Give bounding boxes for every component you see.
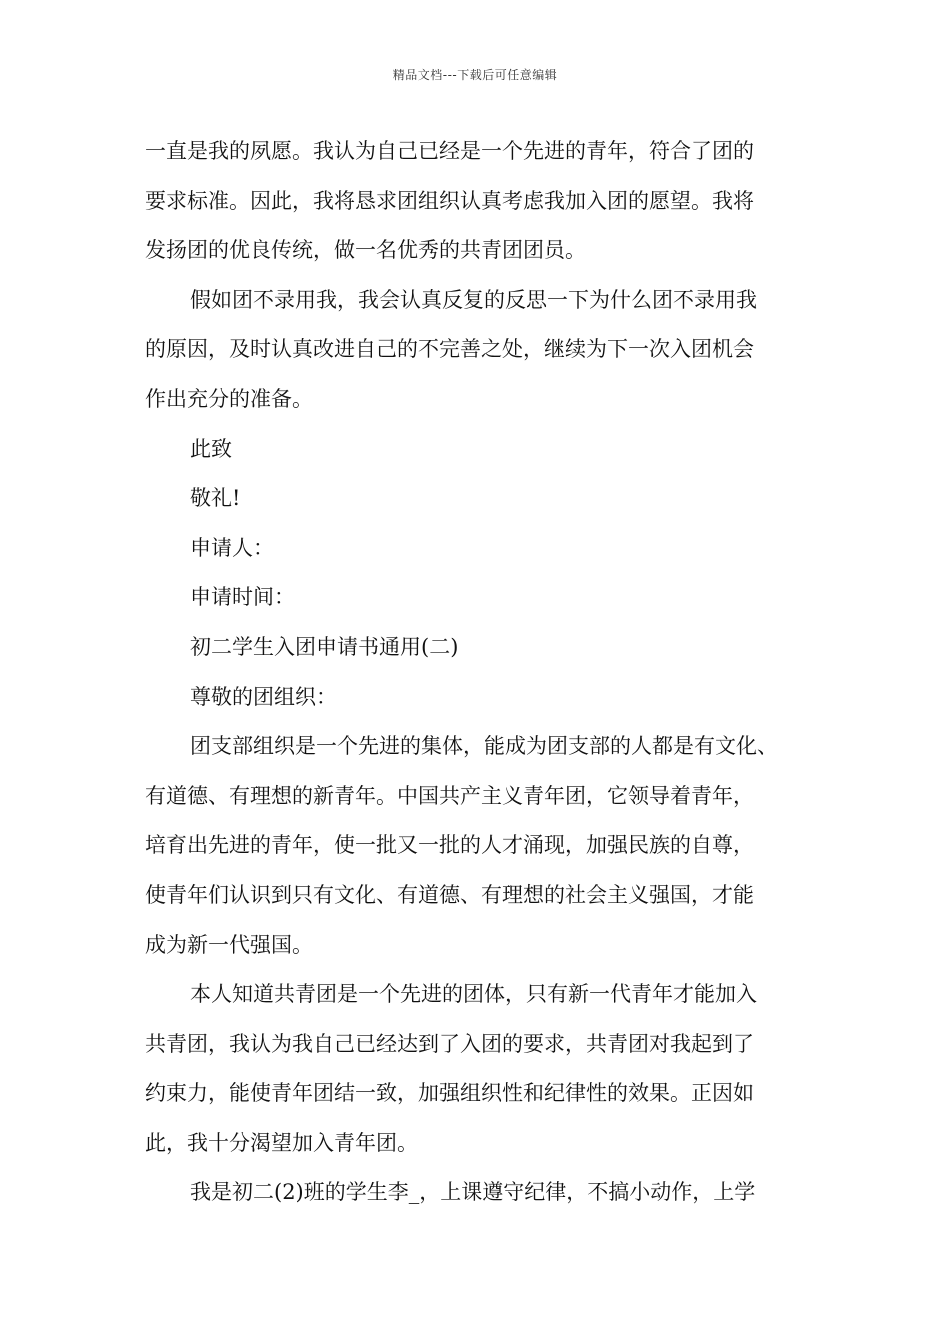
- text-line: 培育出先进的青年，使一批又一批的人才涌现，加强民族的自尊，: [145, 833, 754, 858]
- text-line: 有道德、有理想的新青年。中国共产主义青年团，它领导着青年，: [145, 783, 754, 808]
- text-line: 使青年们认识到只有文化、有道德、有理想的社会主义强国，才能: [145, 882, 754, 907]
- text-line: 此，我十分渴望加入青年团。: [145, 1130, 418, 1155]
- text-line: 共青团，我认为我自己已经达到了入团的要求，共青团对我起到了: [145, 1031, 754, 1056]
- applicant-label: 申请人：: [190, 535, 274, 560]
- application-date-label: 申请时间：: [190, 585, 295, 610]
- text-line: 作出充分的准备。: [145, 386, 313, 411]
- greeting: 尊敬的团组织：: [190, 684, 337, 709]
- paragraph-start-line: 团支部组织是一个先进的集体，能成为团支部的人都是有文化、: [190, 734, 778, 759]
- text-line: 要求标准。因此，我将恳求团组织认真考虑我加入团的愿望。我将: [145, 188, 754, 213]
- text-line: 发扬团的优良传统，做一名优秀的共青团团员。: [145, 238, 586, 263]
- closing-salutation: 此致: [190, 436, 232, 461]
- text-line: 一直是我的夙愿。我认为自己已经是一个先进的青年，符合了团的: [145, 139, 754, 163]
- page-header: 精品文档---下载后可任意编辑: [392, 68, 558, 82]
- text-line: 约束力，能使青年团结一致，加强组织性和纪律性的效果。正因如: [145, 1081, 754, 1106]
- paragraph-start-line: 本人知道共青团是一个先进的团体，只有新一代青年才能加入: [190, 982, 757, 1007]
- document-body: [145, 127, 825, 1218]
- text-line: 成为新一代强国。: [145, 932, 313, 957]
- paragraph-start-line: 假如团不录用我，我会认真反复的反思一下为什么团不录用我: [190, 287, 757, 312]
- text-line: 的原因，及时认真改进自己的不完善之处，继续为下一次入团机会: [145, 337, 754, 362]
- closing-regards: 敬礼!: [190, 486, 241, 511]
- paragraph-start-line: 我是初二(2)班的学生李_，上课遵守纪律，不搞小动作，上学: [190, 1180, 756, 1205]
- section-title: 初二学生入团申请书通用(二): [190, 634, 459, 659]
